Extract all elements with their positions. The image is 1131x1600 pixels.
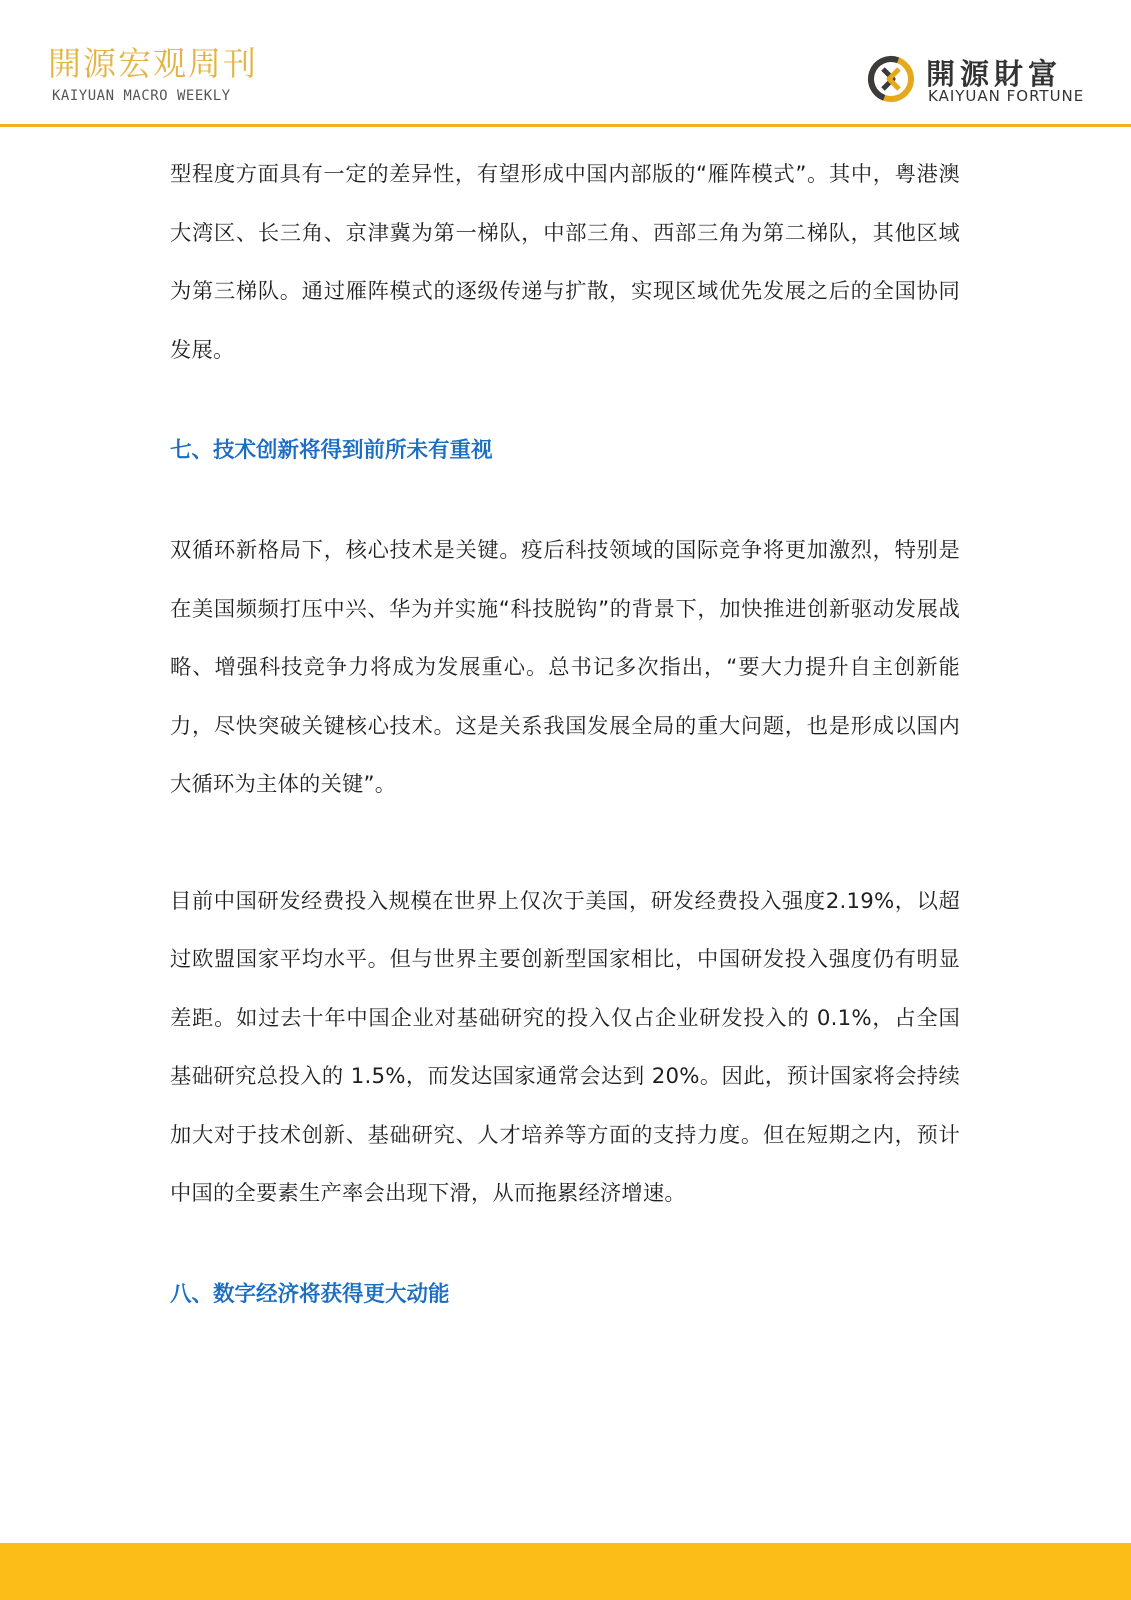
kaiyuan-fortune-logo-icon [866,54,916,104]
section-spacer [170,380,960,431]
section-spacer [170,1224,960,1275]
paragraph-7-2: 目前中国研发经费投入规模在世界上仅次于美国，研发经费投入强度2.19%，以超过欧盟国家平均水平。但与世界主要创新型国家相比，中国研发投入强度仍有明显差距。如过去十年中国企业对基础研究的投入仅占企业研发投入的 0.1%，占全国基础研究总投入的 1.5%，而发达国家通常会达到 20%。因此，预计国家将会持续加大对于技术创新、基础研究、人才培养等方面的支持力度。但在短期之内，预计中国的全要素生产率会出现下滑，从而拖累经济增速。 [170,888,960,1206]
section-spacer [170,471,960,522]
section-heading-8: 八、数字经济将获得更大动能 [170,1281,450,1307]
page-header [0,0,1131,126]
paragraph-intro: 型程度方面具有一定的差异性，有望形成中国内部版的“雁阵模式”。其中，粤港澳大湾区、长三角、京津冀为第一梯队，中部三角、西部三角为第二梯队，其他区域为第三梯队。通过雁阵模式的逐级传递与扩散，实现区域优先发展之后的全国协同发展。 [170,162,960,363]
footer-bar [0,1543,1131,1600]
brand-name-en: KAIYUAN FORTUNE [928,87,1085,105]
publication-title: 開源宏观周刊 [48,44,258,83]
publication-subtitle: KAIYUAN MACRO WEEKLY [52,88,231,104]
paragraph-7-1: 双循环新格局下，核心技术是关键。疫后科技领域的国际竞争将更加激烈，特别是在美国频频打压中兴、华为并实施“科技脱钩”的背景下，加快推进创新驱动发展战略、增强科技竞争力将成为发展重心。总书记多次指出，“要大力提升自主创新能力，尽快突破关键核心技术。这是关系我国发展全局的重大问题，也是形成以国内大循环为主体的关键”。 [170,538,960,797]
section-heading-7: 七、技术创新将得到前所未有重视 [170,438,493,463]
article-body [170,146,960,1315]
header-divider [0,124,1131,127]
brand-logo [866,50,1086,110]
brand-name-cn: 開源財富 [926,57,1063,91]
paragraph-spacer [170,815,960,873]
